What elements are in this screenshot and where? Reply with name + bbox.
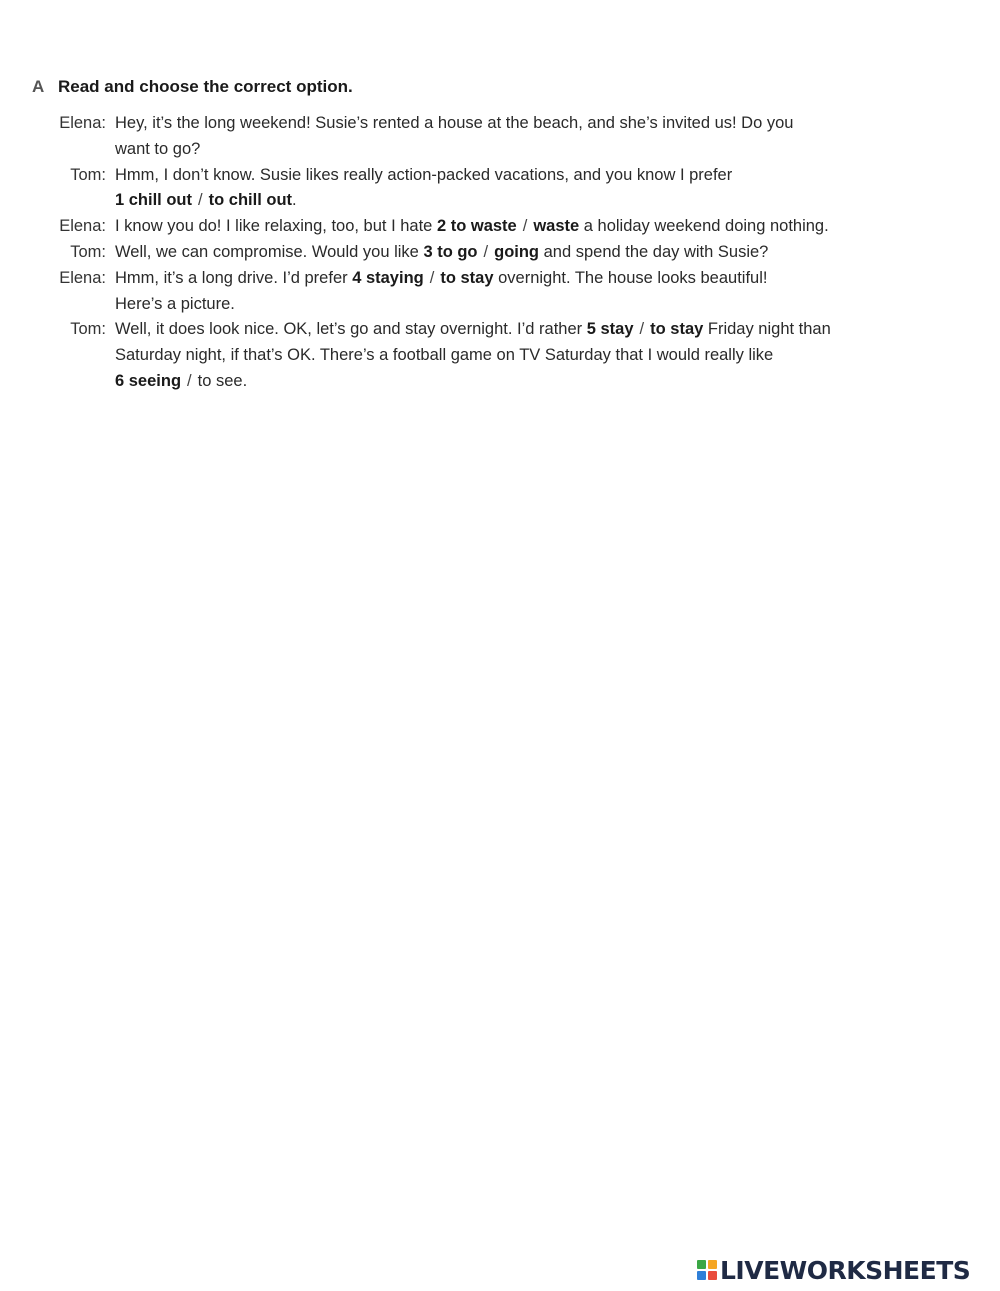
dialogue-line bbox=[115, 137, 1000, 163]
dialogue-text: Hmm, it’s a long drive. I’d prefer bbox=[115, 268, 353, 287]
dialogue-line bbox=[115, 214, 1000, 240]
dialogue-turn bbox=[0, 163, 1000, 215]
dialogue-turn bbox=[0, 266, 1000, 318]
dialogue-text: . bbox=[292, 191, 297, 210]
speaker-name: Tom: bbox=[70, 242, 106, 261]
speaker-name: Elena: bbox=[59, 114, 106, 132]
dialogue-line bbox=[115, 163, 1000, 189]
dialogue-text: to see. bbox=[197, 371, 248, 390]
option-separator: / bbox=[522, 217, 528, 236]
dialogue-turn bbox=[0, 317, 1000, 394]
speaker-name: Tom: bbox=[70, 165, 106, 184]
speaker-name: Elena: bbox=[59, 268, 106, 287]
speaker-name: Elena: bbox=[59, 217, 106, 236]
dialogue-text: a holiday weekend doing nothing. bbox=[579, 217, 829, 236]
liveworksheets-logo bbox=[697, 1255, 970, 1285]
option-separator: / bbox=[483, 242, 489, 261]
answer-option[interactable]: 2 to waste bbox=[436, 217, 517, 236]
dialogue-text: want to go? bbox=[115, 139, 201, 158]
speaker-name: Tom: bbox=[70, 320, 106, 339]
dialogue-text: Well, it does look nice. OK, let’s go and stay overnight. I’d rather bbox=[115, 320, 587, 339]
dialogue-text: I know you do! I like relaxing, too, but I hate bbox=[115, 217, 437, 236]
logo-tile bbox=[697, 1271, 706, 1280]
answer-option[interactable]: going bbox=[494, 242, 540, 261]
answer-option[interactable]: 5 stay bbox=[586, 320, 634, 339]
answer-option[interactable]: waste bbox=[533, 217, 580, 236]
dialogue-line bbox=[115, 111, 1000, 137]
logo-tile bbox=[697, 1260, 706, 1269]
dialogue-turn bbox=[0, 240, 1000, 266]
answer-option[interactable]: to chill out bbox=[208, 191, 293, 210]
dialogue-turn bbox=[0, 214, 1000, 240]
option-separator: / bbox=[429, 268, 435, 287]
logo-text: LIVEWORKSHEETS bbox=[720, 1255, 971, 1285]
exercise-instruction: Read and choose the correct option. bbox=[58, 77, 353, 96]
option-separator: / bbox=[198, 191, 203, 210]
dialogue-line bbox=[115, 240, 1000, 266]
option-separator: / bbox=[639, 320, 645, 339]
dialogue-line bbox=[115, 317, 1000, 343]
dialogue-text: Saturday night, if that’s OK. There’s a football game on TV Saturday that I would really like bbox=[115, 346, 774, 365]
dialogue-text: Well, we can compromise. Would you like bbox=[115, 242, 424, 261]
answer-option[interactable]: to stay bbox=[650, 320, 704, 339]
dialogue-text: Hmm, I don’t know. Susie likes really action-packed vacations, and you know I prefer bbox=[115, 165, 733, 184]
logo-tile bbox=[708, 1260, 717, 1269]
answer-option[interactable]: 6 seeing bbox=[115, 371, 182, 390]
dialogue-line bbox=[115, 369, 1000, 395]
dialogue-line bbox=[115, 292, 1000, 318]
dialogue-line bbox=[115, 266, 1000, 292]
dialogue-line bbox=[115, 343, 1000, 369]
answer-option[interactable]: 1 chill out bbox=[115, 191, 193, 210]
dialogue-text: Here’s a picture. bbox=[115, 294, 235, 313]
dialogue-line bbox=[115, 188, 1000, 214]
exercise-letter: A bbox=[32, 77, 45, 96]
answer-option[interactable]: 4 staying bbox=[352, 268, 424, 287]
answer-option[interactable]: 3 to go bbox=[423, 242, 478, 261]
option-separator: / bbox=[187, 371, 192, 390]
dialogue-turn bbox=[0, 111, 1000, 163]
answer-option[interactable]: to stay bbox=[440, 268, 494, 287]
dialogue-text: overnight. The house looks beautiful! bbox=[493, 268, 768, 287]
dialogue bbox=[0, 111, 1000, 395]
logo-mark-icon bbox=[697, 1260, 717, 1280]
dialogue-text: and spend the day with Susie? bbox=[539, 242, 769, 261]
dialogue-text: Friday night than bbox=[703, 320, 831, 339]
logo-tile bbox=[708, 1271, 717, 1280]
dialogue-text: Hey, it’s the long weekend! Susie’s rented a house at the beach, and she’s invited us! Do you bbox=[115, 114, 794, 132]
